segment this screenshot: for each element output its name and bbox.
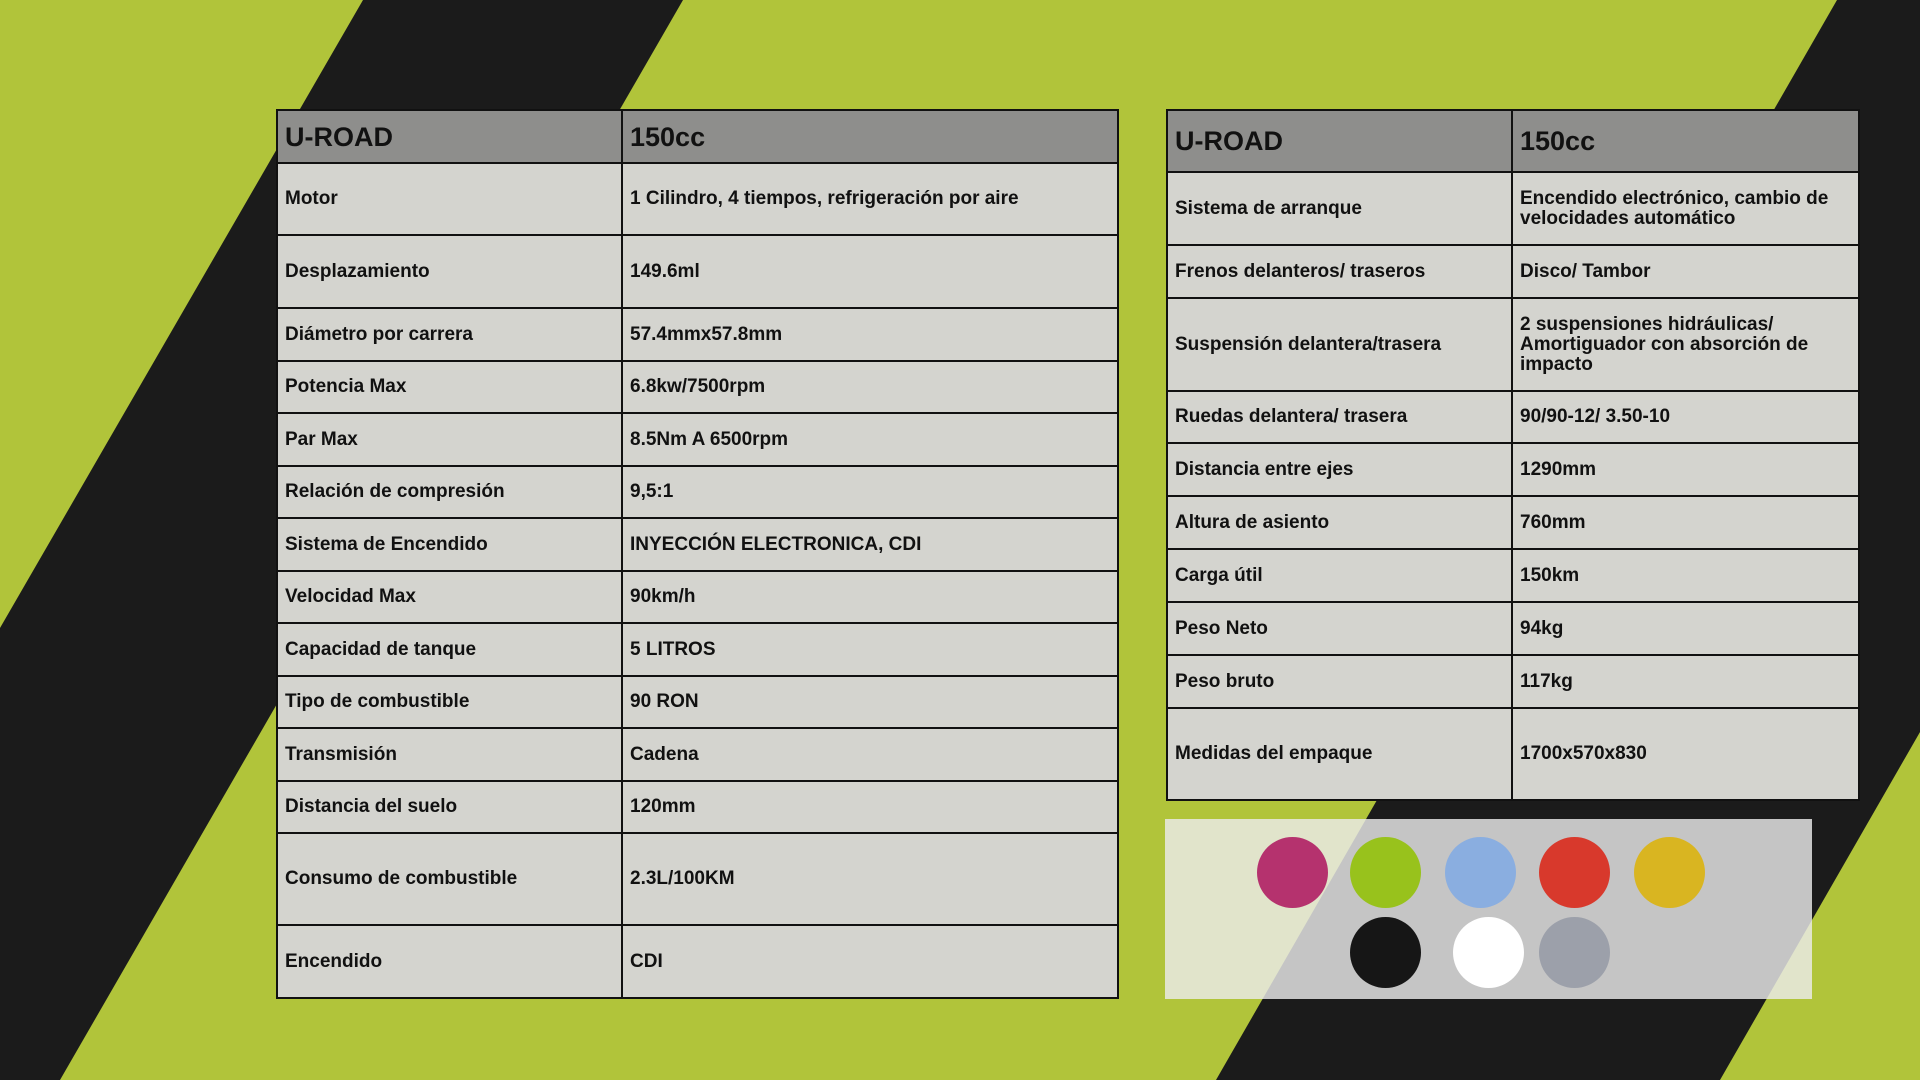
spec-value: 90 RON <box>622 676 1118 728</box>
spec-label: Capacidad de tanque <box>277 623 622 676</box>
spec-value: 8.5Nm A 6500rpm <box>622 413 1118 466</box>
spec-value: 57.4mmx57.8mm <box>622 308 1118 361</box>
spec-value: 5 LITROS <box>622 623 1118 676</box>
header-engine-cell: 150cc <box>1512 110 1859 172</box>
spec-label: Peso Neto <box>1167 602 1512 655</box>
spec-label: Transmisión <box>277 728 622 781</box>
spec-value: 9,5:1 <box>622 466 1118 518</box>
spec-value: Cadena <box>622 728 1118 781</box>
spec-label: Potencia Max <box>277 361 622 413</box>
spec-value: 120mm <box>622 781 1118 833</box>
spec-value: 149.6ml <box>622 235 1118 308</box>
spec-value: 90/90-12/ 3.50-10 <box>1512 391 1859 443</box>
spec-label: Suspensión delantera/trasera <box>1167 298 1512 391</box>
spec-label: Desplazamiento <box>277 235 622 308</box>
color-swatch-gray[interactable] <box>1539 917 1610 988</box>
spec-label: Diámetro por carrera <box>277 308 622 361</box>
spec-label: Par Max <box>277 413 622 466</box>
spec-value: 117kg <box>1512 655 1859 708</box>
spec-table-left <box>276 109 1119 999</box>
spec-value: 150km <box>1512 549 1859 602</box>
spec-value: 2 suspensiones hidráulicas/ Amortiguador con absorción de impacto <box>1512 298 1859 391</box>
spec-table-right <box>1166 109 1860 801</box>
spec-label: Consumo de combustible <box>277 833 622 925</box>
spec-value: 760mm <box>1512 496 1859 549</box>
spec-label: Sistema de Encendido <box>277 518 622 571</box>
spec-value: 1290mm <box>1512 443 1859 496</box>
spec-value: 94kg <box>1512 602 1859 655</box>
color-swatch-panel <box>1165 819 1812 999</box>
spec-value: Encendido electrónico, cambio de velocidades automático <box>1512 172 1859 245</box>
spec-value: Disco/ Tambor <box>1512 245 1859 298</box>
spec-value: CDI <box>622 925 1118 998</box>
spec-label: Tipo de combustible <box>277 676 622 728</box>
spec-value: 1 Cilindro, 4 tiempos, refrigeración por aire <box>622 163 1118 235</box>
spec-value: 6.8kw/7500rpm <box>622 361 1118 413</box>
header-model-cell: U-ROAD <box>277 110 622 163</box>
header-engine-cell: 150cc <box>622 110 1118 163</box>
color-swatch-black[interactable] <box>1350 917 1421 988</box>
spec-label: Altura de asiento <box>1167 496 1512 549</box>
spec-label: Medidas del empaque <box>1167 708 1512 800</box>
header-model-cell: U-ROAD <box>1167 110 1512 172</box>
color-swatch-red[interactable] <box>1539 837 1610 908</box>
color-swatch-magenta[interactable] <box>1257 837 1328 908</box>
spec-label: Carga útil <box>1167 549 1512 602</box>
spec-label: Ruedas delantera/ trasera <box>1167 391 1512 443</box>
spec-label: Frenos delanteros/ traseros <box>1167 245 1512 298</box>
spec-label: Velocidad Max <box>277 571 622 623</box>
spec-label: Relación de compresión <box>277 466 622 518</box>
spec-label: Peso bruto <box>1167 655 1512 708</box>
spec-label: Distancia del suelo <box>277 781 622 833</box>
color-swatch-white[interactable] <box>1453 917 1524 988</box>
spec-value: INYECCIÓN ELECTRONICA, CDI <box>622 518 1118 571</box>
spec-label: Sistema de arranque <box>1167 172 1512 245</box>
color-swatch-lime[interactable] <box>1350 837 1421 908</box>
color-swatch-light-blue[interactable] <box>1445 837 1516 908</box>
spec-label: Encendido <box>277 925 622 998</box>
spec-value: 90km/h <box>622 571 1118 623</box>
spec-label: Distancia entre ejes <box>1167 443 1512 496</box>
spec-value: 1700x570x830 <box>1512 708 1859 800</box>
spec-label: Motor <box>277 163 622 235</box>
spec-value: 2.3L/100KM <box>622 833 1118 925</box>
color-swatch-yellow[interactable] <box>1634 837 1705 908</box>
